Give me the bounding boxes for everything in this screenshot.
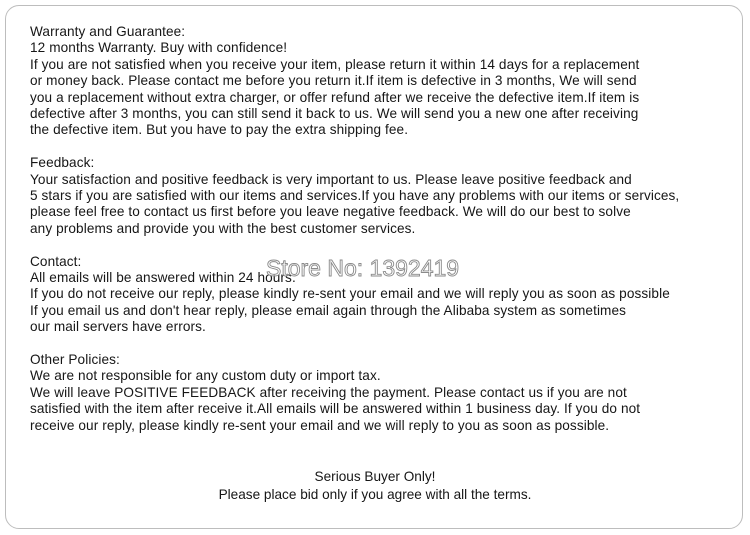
text-line: Your satisfaction and positive feedback is very important to us. Please leave positive feedback and <box>30 171 632 187</box>
policy-document <box>30 24 722 451</box>
text-line: our mail servers have errors. <box>30 319 206 335</box>
text-line: the defective item. But you have to pay the extra shipping fee. <box>30 122 409 138</box>
text-line: or money back. Please contact me before you return it.If item is defective in 3 months, We will send <box>30 73 637 89</box>
section-heading: Warranty and Guarantee: <box>30 24 186 39</box>
text-line: 12 months Warranty. Buy with confidence! <box>30 40 288 56</box>
other-policies-section <box>30 352 722 434</box>
section-heading: Other Policies: <box>30 352 120 368</box>
text-line: We will leave POSITIVE FEEDBACK after receiving the payment. Please contact us if you are not <box>30 384 627 400</box>
text-line: If you are not satisfied when you receive your item, please return it within 14 days for a replacement <box>30 56 640 72</box>
text-line: 5 stars if you are satisfied with our items and services.If you have any problems with our items or services, <box>30 188 680 204</box>
serious-buyer-text: Serious Buyer Only! <box>314 469 436 484</box>
text-line: We are not responsible for any custom duty or import tax. <box>30 368 381 384</box>
text-line: If you do not receive our reply, please kindly re-sent your email and we will reply you as soon as possible <box>30 286 670 302</box>
text-line: please feel free to contact us first before you leave negative feedback. We will do our best to solve <box>30 204 631 220</box>
text-line: any problems and provide you with the best customer services. <box>30 220 416 236</box>
text-line: satisfied with the item after receive it.All emails will be answered within 1 business day. If you do not <box>30 401 641 417</box>
text-line: All emails will be answered within 24 hours. <box>30 270 296 286</box>
section-heading: Contact: <box>30 253 82 269</box>
text-line: If you email us and don't hear reply, please email again through the Alibaba system as sometimes <box>30 302 627 318</box>
terms-agreement-text: Please place bid only if you agree with all the terms. <box>218 487 532 502</box>
warranty-section <box>30 24 722 139</box>
section-heading: Feedback: <box>30 155 95 171</box>
text-line: defective after 3 months, you can still send it back to us. We will send you a new one after receiving <box>30 106 639 122</box>
feedback-section <box>30 155 722 237</box>
text-line: receive our reply, please kindly re-sent your email and we will reply to you as soon as possible. <box>30 417 610 433</box>
footer-note <box>0 468 750 504</box>
text-line: you a replacement without extra charger, or offer refund after we receive the defective item.If item is <box>30 89 640 105</box>
store-watermark: Store No: 1392419 <box>266 255 460 281</box>
